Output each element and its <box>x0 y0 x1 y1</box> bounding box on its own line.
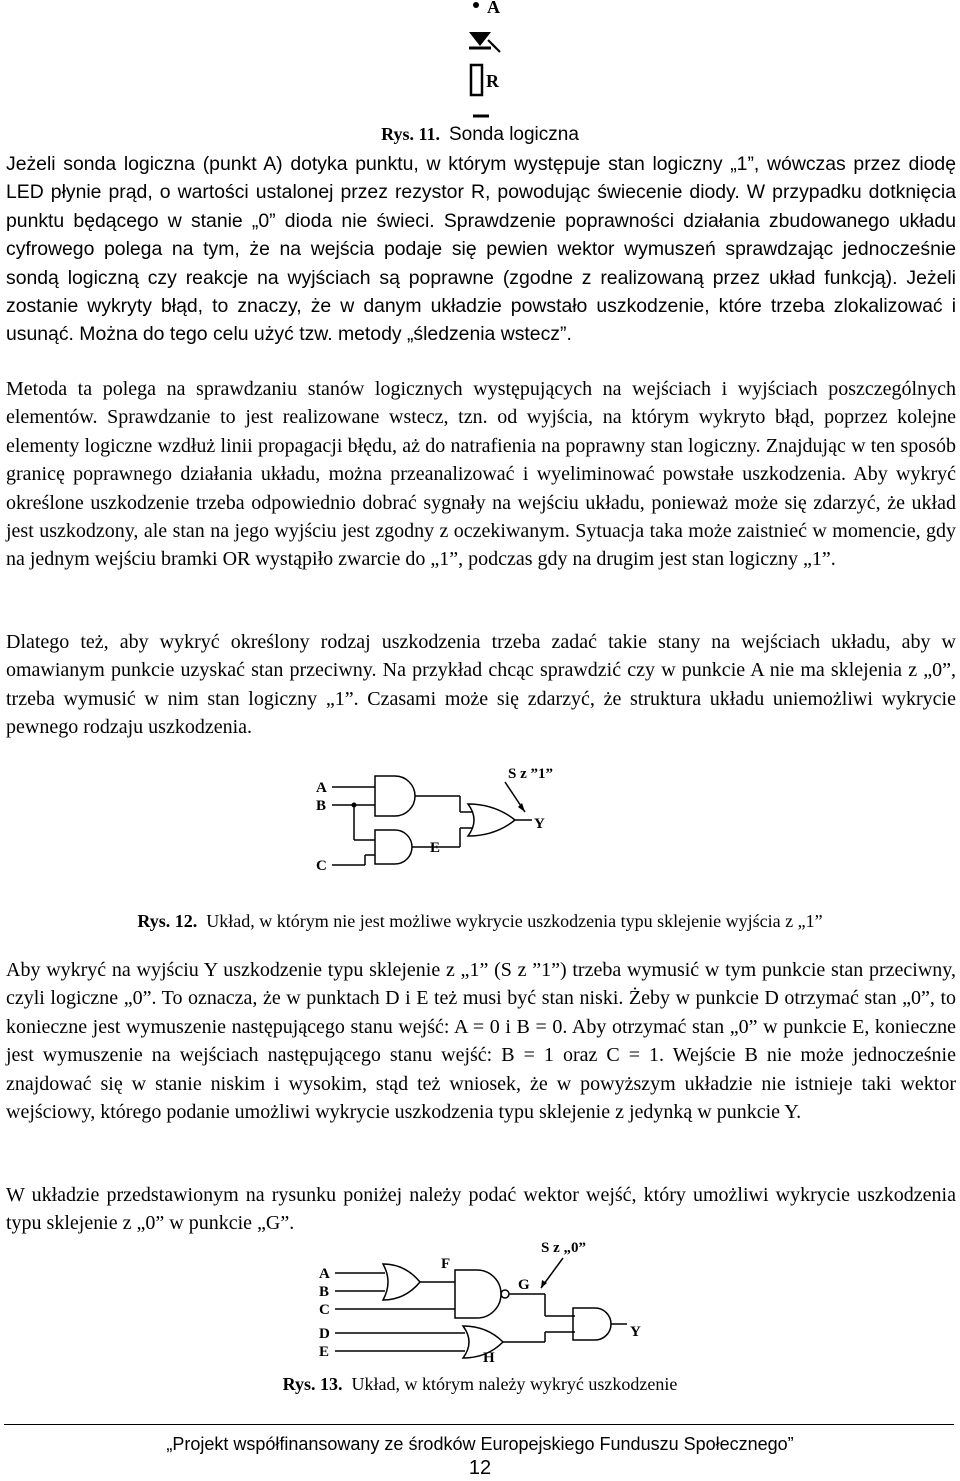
fig12-caption <box>0 910 960 932</box>
paragraph-exercise: W układzie przedstawionym na rysunku poniżej należy podać wektor wejść, który umożliwi wykrycie uszkodzenia typu sklejenie z „0” w punkcie „G”. <box>6 1184 956 1235</box>
input-label-c: C <box>316 858 327 874</box>
probe-label-a: A <box>487 0 500 17</box>
paragraph-fault-analysis: Aby wykryć na wyjściu Y uszkodzenie typu sklejenie z „1” (S z ”1”) trzeba wymusić w tym punkcie stan przeciwny, czyli logiczne „0”. To oznacza, że w punktach D i E też musi być stan niski. Żeby w punkcie D otrzymać stan „0”, to konieczne jest wymuszenie następującego stanu wejść: A = 0 i B = 0. Aby otrzymać stan „0” w punkcie E, konieczne jest wymuszenie na wejściach następującego stanu wejść: B = 1 oraz C = 1. Wejście B nie może jednocześnie znajdować się w stanie niskim i wysokim, stąd też wniosek, że w powyższym układzie nie istnieje taki wektor wejściowy, którego podanie umożliwi wykrycie uszkodzenia typu sklejenie z jedynką w punkcie Y. <box>6 959 956 1124</box>
resistor-icon <box>471 65 482 95</box>
fig13-caption-text: Układ, w którym należy wykryć uszkodzenie <box>351 1374 678 1394</box>
circuit-figure-12 <box>310 760 580 880</box>
fig11-caption <box>0 123 960 146</box>
fig12-caption-num: Rys. 12. <box>137 911 198 931</box>
output-label-y: Y <box>534 816 545 832</box>
input-label-a: A <box>316 780 327 796</box>
resistor-label-r: R <box>486 71 499 91</box>
input-label-b13: B <box>319 1284 330 1300</box>
input-label-d13: D <box>319 1326 330 1342</box>
node-label-e: E <box>430 840 441 856</box>
input-label-c13: C <box>319 1302 330 1318</box>
input-label-e13: E <box>319 1344 330 1360</box>
input-label-b: B <box>316 798 327 814</box>
fig13-caption <box>0 1373 960 1395</box>
probe-tip-dot <box>473 2 479 8</box>
circuit-figure-13 <box>315 1236 655 1366</box>
fault-label-s1: S z ”1” <box>508 766 553 782</box>
input-label-a13: A <box>319 1266 330 1282</box>
fig12-caption-text: Układ, w którym nie jest możliwe wykrycie uszkodzenia typu sklejenie wyjścia z „1” <box>206 911 823 931</box>
fig13-caption-num: Rys. 13. <box>282 1374 343 1394</box>
fig11-caption-num: Rys. 11. <box>381 124 440 144</box>
footer-divider <box>4 1424 954 1425</box>
node-label-h: H <box>483 1350 495 1366</box>
paragraph-trace-back-method: Metoda ta polega na sprawdzaniu stanów logicznych występujących na wejściach i wyjściach poszczególnych elementów. Sprawdzanie to jest realizowane wstecz, tzn. od wyjścia, na którym wykryto błąd, poprzez kolejne elementy logiczne wzdłuż linii propagacji błędu, aż do natrafienia na poprawny stan logiczny. Znajdując w ten sposób granicę poprawnego działania układu, można przeanalizować i wyeliminować powstałe uszkodzenia. Aby wykryć określone uszkodzenie trzeba odpowiednio dobrać sygnały na wejściu układu, ponieważ może się zdarzyć, że układ jest uszkodzony, ale stan na jego wyjściu jest zgodny z oczekiwanym. Sytuacja taka może zaistnieć w momencie, gdy na jednym wejściu bramki OR wystąpiło zwarcie do „1”, podczas gdy na drugim jest stan logiczny „1”. <box>6 378 956 571</box>
node-label-g: G <box>518 1277 530 1293</box>
fig11-caption-text: Sonda logiczna <box>448 124 579 145</box>
paragraph-fault-detection: Dlatego też, aby wykryć określony rodzaj uszkodzenia trzeba zadać takie stany na wejściach układu, aby w omawianym punkcie uzyskać stan przeciwny. Na przykład chcąc sprawdzić czy w punkcie A nie ma sklejenia z „0”, trzeba wymusić w nim stan logiczny „1”. Czasami może się zdarzyć, że struktura układu uniemożliwi wykrycie pewnego rodzaju uszkodzenia. <box>6 631 956 739</box>
footer-text: „Projekt współfinansowany ze środków Europejskiego Funduszu Społecznego” <box>166 1434 794 1454</box>
output-label-y13: Y <box>630 1324 641 1340</box>
led-diode-icon <box>469 32 491 46</box>
logic-probe-figure <box>455 0 525 122</box>
fault-label-s0: S z „0” <box>541 1240 586 1256</box>
node-label-f: F <box>441 1256 451 1272</box>
paragraph-probe-description: Jeżeli sonda logiczna (punkt A) dotyka punktu, w którym występuje stan logiczny „1”, wówczas przez diodę LED płynie prąd, o wartości ustalonej przez rezystor R, powodując świecenie diody. W przypadku dotknięcia punktu będącego w stanie „0” dioda nie świeci. Sprawdzenie poprawności działania zbudowanego układu cyfrowego polega na tym, że na wejścia podaje się pewien wektor wymuszeń sprawdzając jednocześnie sondą logiczną czy reakcje na wyjściach są poprawne (zgodne z realizowaną przez układ funkcją). Jeżeli zostanie wykryty błąd, to znaczy, że w danym układzie powstało uszkodzenie, które trzeba zlokalizować i usunąć. Można do tego celu użyć tzw. metody „śledzenia wstecz”. <box>6 153 956 346</box>
page-number: 12 <box>468 1457 492 1479</box>
